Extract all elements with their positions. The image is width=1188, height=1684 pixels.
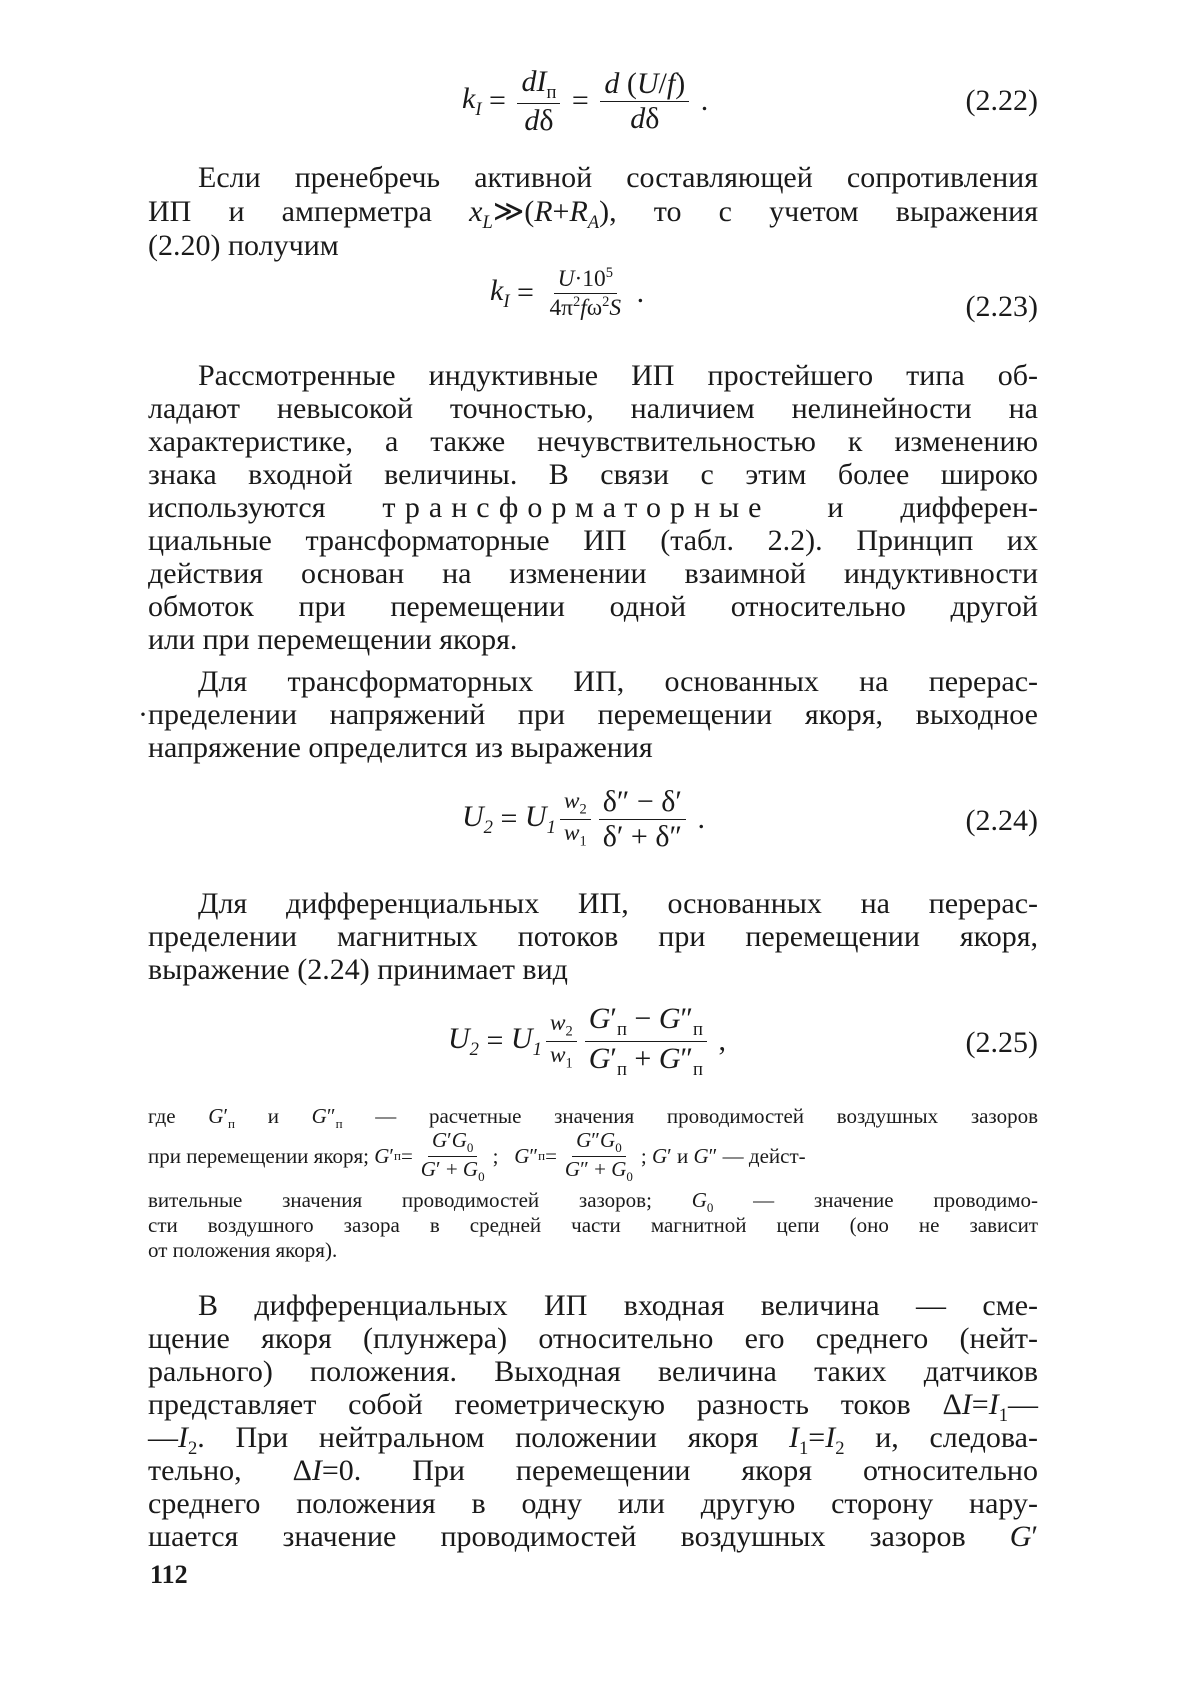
- text-line: действия основан на изменении взаимной индуктивности: [148, 557, 1038, 590]
- equation-number: (2.25): [965, 1026, 1038, 1059]
- text-line: В дифференциальных ИП входная величина — сме-: [198, 1289, 1038, 1322]
- text-line: используются трансформаторные и дифферен-: [148, 491, 1039, 524]
- text-line: ладают невысокой точностью, наличием нелинейности на: [148, 392, 1038, 425]
- text-line: (2.20) получим: [148, 229, 339, 262]
- note-line: сти воздушного зазора в средней части магнитной цепи (оно не зависит: [148, 1213, 1038, 1237]
- equation-number: (2.22): [965, 84, 1038, 117]
- text-line: Рассмотренные индуктивные ИП простейшего типа об-: [198, 359, 1038, 392]
- text-line: шается значение проводимостей воздушных зазоров G′: [148, 1520, 1039, 1553]
- text-line: ·пределении напряжений при перемещении якоря, выходное: [138, 698, 1038, 731]
- text-line: напряжение определится из выражения: [148, 731, 653, 764]
- text-line: щение якоря (плунжера) относительно его среднего (нейт-: [148, 1322, 1038, 1355]
- inline-formula: $x_L≫(R+R_A)$: [469, 195, 610, 233]
- text-line: среднего положения в одну или другую сторону нару-: [148, 1487, 1038, 1520]
- note-line: где $G'_п$ и $G''_п$ — расчетные значения проводимостей воздушных зазоров: [148, 1104, 1039, 1132]
- text-line: пределении магнитных потоков при перемещении якоря,: [148, 920, 1038, 953]
- text-line: тельно, ΔI=0. При перемещении якоря относительно: [148, 1454, 1038, 1487]
- text-line: характеристике, а также нечувствительностью к изменению: [148, 425, 1038, 458]
- text-line: или при перемещении якоря.: [148, 623, 518, 656]
- note-line: при перемещении якоря; G ′ п = $\frac{G'G_0}{G' + G_0}$ ; G ″ п = $\frac{G''G_0}{G'' + G_0}$ ; G ′ и G ″ — дейст-: [148, 1127, 806, 1184]
- text-line: циальные трансформаторные ИП (табл. 2.2). Принцип их: [148, 524, 1038, 557]
- note-line: от положения якоря).: [148, 1238, 338, 1262]
- equation-2-24: $U_2$ = $U_1$ $\frac{w_2}{w_1}$ $\frac{\delta'' - \delta'}{\delta' + \delta''}$ .: [462, 785, 705, 853]
- equation-2-22: $k_I$ = $\frac{dI_п}{d\delta}$ = $\frac{d (U/f)}{d\delta}$ .: [462, 64, 709, 138]
- text-line: Для дифференциальных ИП, основанных на перерас-: [198, 887, 1038, 920]
- note-line: вительные значения проводимостей зазоров; $G_0$ — значение проводимо-: [148, 1188, 1038, 1216]
- equation-number: (2.24): [965, 804, 1038, 837]
- text-line: Если пренебречь активной составляющей сопротивления: [198, 161, 1038, 194]
- text-line: знака входной величины. В связи с этим более широко: [148, 458, 1038, 491]
- text-line: ИП и амперметра $x_L≫(R+R_A)$, то с учетом выражения: [148, 195, 1038, 233]
- equation-2-23: $k_I$ = $\frac{U\cdot 10^5}{4\pi^2f\omega^2S}$ .: [490, 265, 645, 321]
- text-line: $—I_2$. При нейтральном положении якоря $I_1=I_2$ и, следова-: [148, 1421, 1038, 1459]
- text-line: представляет собой геометрическую разность токов $\Delta I=I_1—$: [148, 1388, 1039, 1426]
- text-line: обмоток при перемещении одной относительно другой: [148, 590, 1038, 623]
- text-line: выражение (2.24) принимает вид: [148, 953, 568, 986]
- page-number: 112: [150, 1560, 188, 1589]
- text-line: Для трансформаторных ИП, основанных на перерас-: [198, 665, 1038, 698]
- equation-2-25: $U_2$ = $U_1$ $\frac{w_2}{w_1}$ $\frac{G'_п - G''_п}{G'_п + G''_п}$ ,: [448, 1001, 726, 1080]
- equation-number: (2.23): [965, 290, 1038, 323]
- text-line: рального) положения. Выходная величина таких датчиков: [148, 1355, 1038, 1388]
